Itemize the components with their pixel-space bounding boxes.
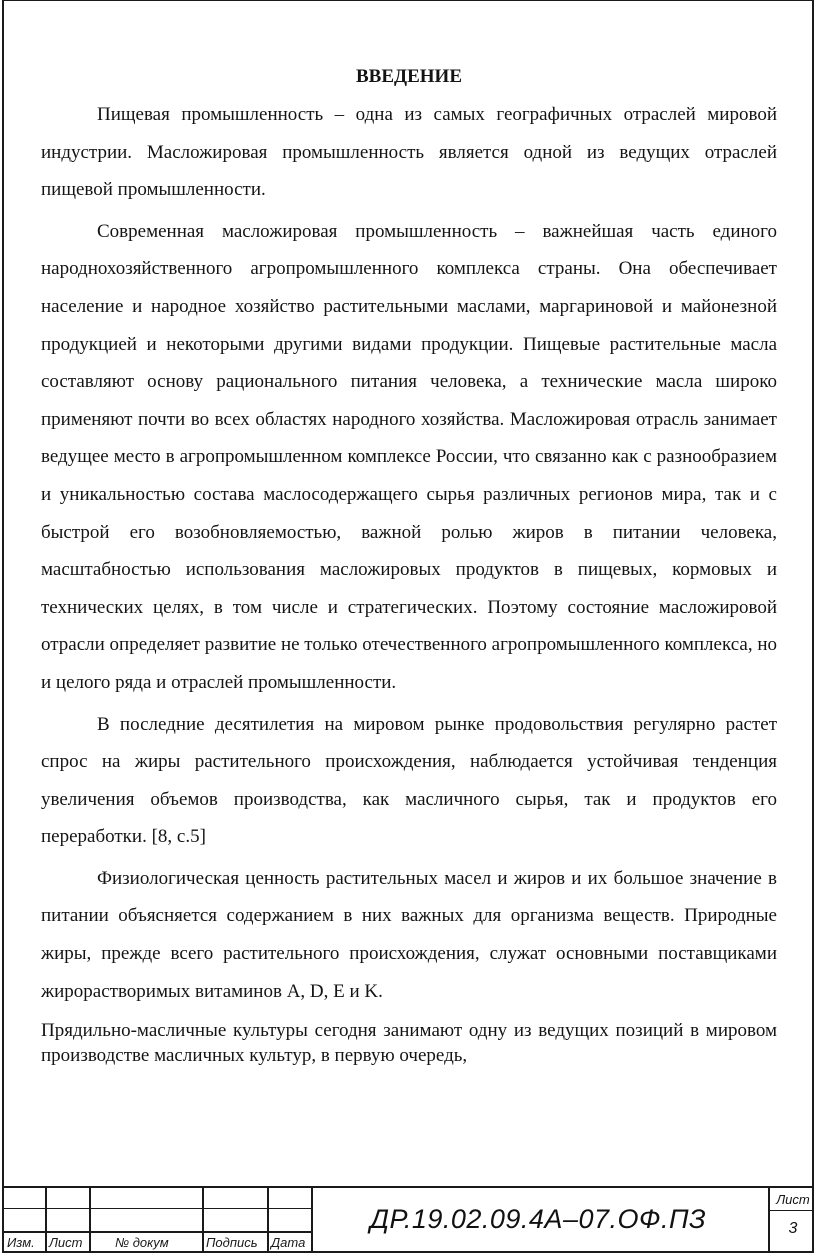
sheet-number: 3 <box>788 1220 798 1237</box>
title-block <box>2 1186 814 1253</box>
stamp-row-line <box>2 1231 313 1233</box>
paragraph-3: В последние десятилетия на мировом рынке продовольствия регулярно растет спрос на жиры растительного происхождения, наблюдается устойчивая тенденция увеличения объемов производства, как масличного сырья, так и продуктов его переработки. [8, с.5] <box>41 713 777 848</box>
sheet-label: Лист <box>776 1192 810 1207</box>
stamp-row-line <box>768 1210 814 1211</box>
stamp-list-label: Лист <box>49 1235 83 1250</box>
document-code: ДР.19.02.09.4А–07.ОФ.ПЗ <box>370 1204 707 1234</box>
stamp-doc-num-label: № докум <box>115 1235 169 1250</box>
stamp-divider <box>45 1188 47 1253</box>
paragraph-4: Физиологическая ценность растительных масел и жиров и их большое значение в питании объясняется содержанием в них важных для организма веществ. Природные жиры, прежде всего растительного происхождения, служат основными поставщиками жирорастворимых витаминов A, D, E и K. <box>41 867 777 1002</box>
stamp-divider <box>267 1188 269 1253</box>
stamp-izm-label: Изм. <box>7 1235 35 1250</box>
page-body <box>41 62 777 1068</box>
stamp-date-label: Дата <box>271 1235 306 1250</box>
paragraph-2: Современная масложировая промышленность – важнейшая часть единого народнохозяйственного агропромышленного комплекса страны. Она обеспечивает население и народное хозяйство растительными маслами, маргариновой и майонезной продукцией и некоторыми другими видами продукции. Пищевые растительные масла составляют основу рационального питания человека, а технические масла широко применяют почти во всех областях народного хозяйства. Масложировая отрасль занимает ведущее место в агропромышленном комплексе России, что связанно как с разнообразием и уникальностью состава маслосодержащего сырья различных регионов мира, так и с быстрой его возобновляемостью, важной ролью жиров в питании человека, масштабностью использования масложировых продуктов в пищевых, кормовых и технических целях, в том числе и стратегических. Поэтому состояние масложировой отрасли определяет развитие не только отечественного агропромышленного комплекса, но и целого ряда и отраслей промышленности. <box>41 220 777 693</box>
stamp-divider <box>89 1188 91 1253</box>
stamp-divider <box>202 1188 204 1253</box>
paragraph-1: Пищевая промышленность – одна из самых географичных отраслей мировой индустрии. Масложировая промышленность является одной из ведущих отраслей пищевой промышленности. <box>41 104 777 201</box>
paragraph-5: Прядильно-масличные культуры сегодня занимают одну из ведущих позиций в мировом производстве масличных культур, в первую очередь, <box>41 1020 777 1067</box>
stamp-divider <box>311 1188 313 1253</box>
stamp-divider <box>768 1188 770 1253</box>
section-heading: ВВЕДЕНИЕ <box>356 66 462 87</box>
stamp-row-line <box>2 1208 313 1209</box>
stamp-signature-label: Подпись <box>206 1235 258 1250</box>
